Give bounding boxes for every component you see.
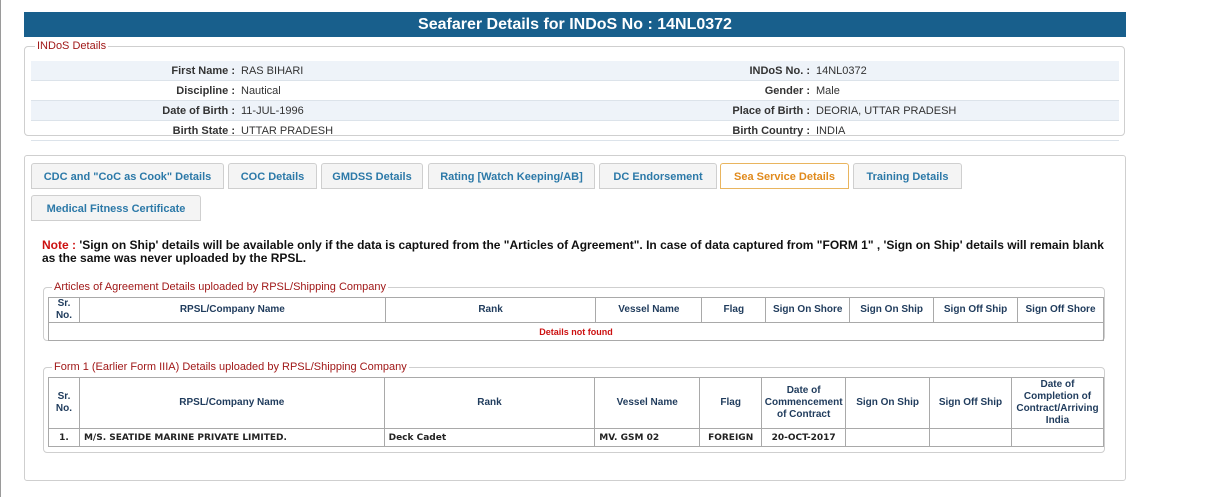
gender-value: Male bbox=[813, 81, 1119, 101]
col-commencement-date: Date of Commencement of Contract bbox=[762, 378, 846, 429]
col-flag: Flag bbox=[702, 298, 766, 323]
col-sign-on-ship: Sign On Ship bbox=[850, 298, 934, 323]
left-border bbox=[0, 0, 1, 497]
tab-cdc-coc-cook[interactable]: CDC and "CoC as Cook" Details bbox=[31, 163, 224, 189]
cell-completion-date bbox=[1011, 429, 1103, 447]
cell-rank: Deck Cadet bbox=[384, 429, 595, 447]
indos-details-table bbox=[31, 61, 1119, 141]
articles-section bbox=[43, 282, 1105, 341]
col-sr-no: Sr. No. bbox=[49, 298, 80, 323]
page-title: Seafarer Details for INDoS No : 14NL0372 bbox=[24, 12, 1126, 37]
indos-no-label: INDoS No. : bbox=[603, 61, 813, 81]
col-sign-off-shore: Sign Off Shore bbox=[1018, 298, 1104, 323]
col-rpsl-company: RPSL/Company Name bbox=[79, 378, 384, 429]
sign-on-note bbox=[42, 239, 1107, 265]
dob-label: Date of Birth : bbox=[31, 101, 238, 121]
col-sign-off-ship: Sign Off Ship bbox=[930, 378, 1012, 429]
indos-details-legend: INDoS Details bbox=[37, 40, 107, 52]
dob-value: 11-JUL-1996 bbox=[238, 101, 603, 121]
first-name-value: RAS BIHARI bbox=[238, 61, 603, 81]
col-completion-date: Date of Completion of Contract/Arriving India bbox=[1011, 378, 1103, 429]
col-sign-on-shore: Sign On Shore bbox=[766, 298, 850, 323]
cell-sr-no: 1. bbox=[49, 429, 80, 447]
col-rank: Rank bbox=[385, 298, 596, 323]
first-name-label: First Name : bbox=[31, 61, 238, 81]
tab-coc-details[interactable]: COC Details bbox=[228, 163, 317, 189]
articles-table bbox=[48, 297, 1104, 341]
col-vessel-name: Vessel Name bbox=[596, 298, 702, 323]
cell-sign-off-ship bbox=[930, 429, 1012, 447]
tab-training-details[interactable]: Training Details bbox=[853, 163, 962, 189]
indos-no-value: 14NL0372 bbox=[813, 61, 1119, 81]
form1-section bbox=[43, 362, 1105, 453]
details-row bbox=[31, 81, 1119, 101]
cell-commencement-date: 20-OCT-2017 bbox=[762, 429, 846, 447]
indos-details-section bbox=[24, 41, 1125, 136]
details-row bbox=[31, 101, 1119, 121]
details-row bbox=[31, 121, 1119, 141]
note-text: 'Sign on Ship' details will be available only if the data is captured from the "Articles of Agreement". In case of data captured from "FORM 1" , 'Sign on Ship' details will remain blank as the same was never uploaded by the RPSL. bbox=[42, 238, 1104, 265]
tab-sea-service-details[interactable]: Sea Service Details bbox=[720, 163, 849, 189]
discipline-label: Discipline : bbox=[31, 81, 238, 101]
details-not-found-message: Details not found bbox=[49, 323, 1104, 341]
tab-dc-endorsement[interactable]: DC Endorsement bbox=[599, 163, 717, 189]
birth-country-label: Birth Country : bbox=[603, 121, 813, 141]
cell-flag: FOREIGN bbox=[700, 429, 762, 447]
col-sr-no: Sr. No. bbox=[49, 378, 80, 429]
tab-medical-fitness-certificate[interactable]: Medical Fitness Certificate bbox=[31, 195, 201, 221]
articles-legend: Articles of Agreement Details uploaded by RPSL/Shipping Company bbox=[54, 281, 387, 293]
col-rank: Rank bbox=[384, 378, 595, 429]
birth-state-label: Birth State : bbox=[31, 121, 238, 141]
table-row bbox=[49, 429, 1104, 447]
cell-rpsl-company: M/S. SEATIDE MARINE PRIVATE LIMITED. bbox=[79, 429, 384, 447]
tab-gmdss-details[interactable]: GMDSS Details bbox=[321, 163, 423, 189]
details-row bbox=[31, 61, 1119, 81]
tab-rating-watch-keeping[interactable]: Rating [Watch Keeping/AB] bbox=[428, 163, 595, 189]
discipline-value: Nautical bbox=[238, 81, 603, 101]
tabs-panel bbox=[24, 155, 1126, 481]
note-label: Note : bbox=[42, 238, 76, 252]
place-of-birth-label: Place of Birth : bbox=[603, 101, 813, 121]
gender-label: Gender : bbox=[603, 81, 813, 101]
col-sign-off-ship: Sign Off Ship bbox=[934, 298, 1018, 323]
birth-state-value: UTTAR PRADESH bbox=[238, 121, 603, 141]
col-vessel-name: Vessel Name bbox=[595, 378, 700, 429]
col-sign-on-ship: Sign On Ship bbox=[846, 378, 930, 429]
cell-vessel-name: MV. GSM 02 bbox=[595, 429, 700, 447]
form1-legend: Form 1 (Earlier Form IIIA) Details uploaded by RPSL/Shipping Company bbox=[54, 361, 407, 373]
col-rpsl-company: RPSL/Company Name bbox=[79, 298, 385, 323]
form1-table bbox=[48, 377, 1104, 447]
cell-sign-on-ship bbox=[846, 429, 930, 447]
birth-country-value: INDIA bbox=[813, 121, 1119, 141]
place-of-birth-value: DEORIA, UTTAR PRADESH bbox=[813, 101, 1119, 121]
col-flag: Flag bbox=[700, 378, 762, 429]
